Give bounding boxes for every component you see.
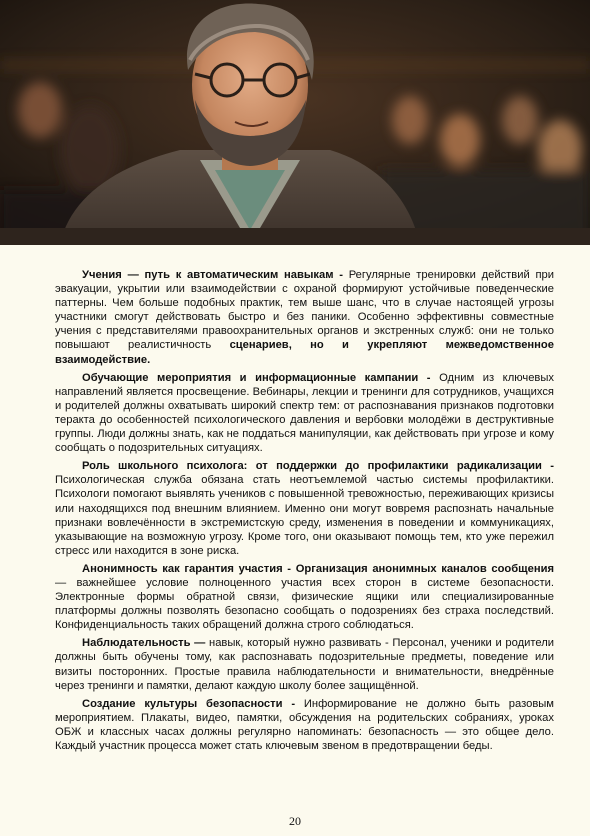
- section-title: Наблюдательность —: [82, 637, 206, 650]
- page-number: 20: [289, 814, 301, 828]
- section-drills: [55, 268, 554, 367]
- section-emphasis: сценариев, но и укрепляют межведомственное взаимодействие.: [55, 339, 554, 366]
- section-body: Одним из ключевых направлений является просвещение. Вебинары, лекции и тренинги для сотрудников, учащихся и родителей должны охватывать широкий спектр тем: от распознавания признаков подготовки теракта до особенностей психологического давления и вербовки молодёжи в деструктивные группы. Люди должны знать, как не поддаться манипуляции, как действовать при угрозе и кому сообщать о подозрительных ситуациях.: [55, 371, 554, 455]
- section-observation: [55, 636, 554, 692]
- section-body: Регулярные тренировки действий при эвакуации, укрытии или взаимодействии с охраной формируют устойчивые поведенческие паттерны. Чем больше подобных практик, тем выше шанс, что в случае настоящей угрозы участники смогут действовать быстро и без паники. Особенно эффективны совместные учения с представителями правоохранительных органов и экстренных служб: они не только повышают реалистичность: [55, 269, 554, 352]
- section-training: [55, 371, 554, 456]
- section-title: Учения — путь к автоматическим навыкам -: [82, 269, 343, 281]
- photo-man-with-glasses-icon: [0, 0, 590, 245]
- section-body: — важнейшее условие полноценного участия всех сторон в системе безопасности. Электронные формы обратной связи, физические ящики или специализированные платформы должны позволять безопасно сообщать о подозрениях без страха последствий. Конфиденциальность таких обращений должна строго соблюдаться.: [55, 576, 554, 632]
- section-safety-culture: [55, 697, 554, 753]
- article-body: [55, 268, 554, 757]
- section-body: Информирование не должно быть разовым мероприятием. Плакаты, видео, памятки, обсуждения на родительских собраниях, уроках ОБЖ и классных часах должны регулярно напоминать: безопасность — это общее дело. Каждый участник процесса может стать ключевым звеном в предотвращении беды.: [55, 697, 555, 752]
- section-anonymity: [55, 562, 554, 632]
- section-title: Создание культуры безопасности -: [82, 697, 296, 710]
- section-title: Анонимность как гарантия участия - Организация анонимных каналов сообщения: [82, 562, 554, 575]
- section-psychologist: [55, 459, 554, 558]
- section-body: Психологическая служба обязана стать неотъемлемой частью системы профилактики. Психологи помогают выявлять учеников с повышенной тревожностью, переживающих кризисы или находящихся под внешним влиянием. Именно они могут вовремя распознать начальные признаки вовлечённости в экстремистскую среду, изменения в поведении и коммуникациях, указывающие на возможную угрозу. Кроме того, они оказывают помощь тем, кто уже пережил стресс или находится в зоне риска.: [55, 474, 554, 557]
- header-photo: [0, 0, 590, 245]
- section-title: Обучающие мероприятия и информационные кампании -: [82, 371, 431, 384]
- section-body: навык, который нужно развивать - Персонал, ученики и родители должны быть обучены тому, как распознавать подозрительные предметы, поведение или визиты посторонних. Простые правила наблюдательности и внимательности, внедрённые через тренинги и памятки, делают каждую школу более защищённой.: [55, 637, 554, 692]
- section-title: Роль школьного психолога: от поддержки до профилактики радикализации -: [82, 460, 554, 473]
